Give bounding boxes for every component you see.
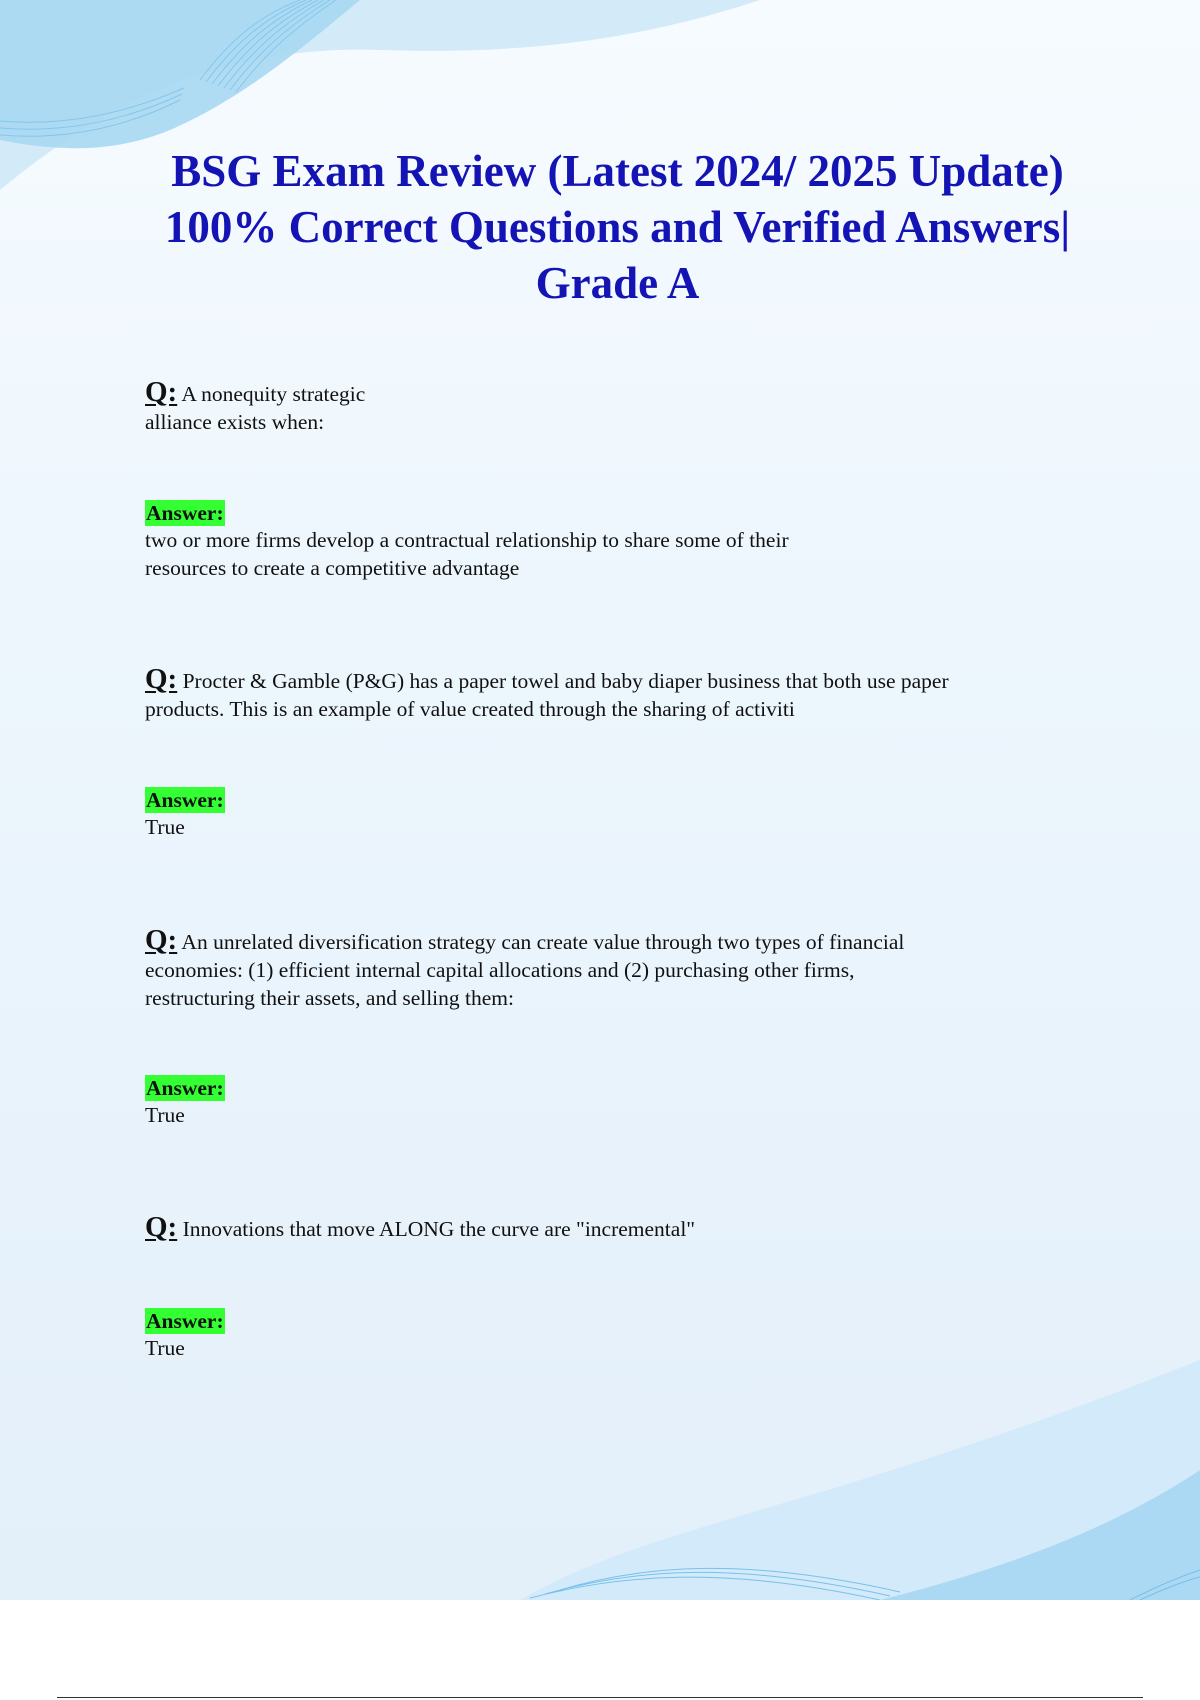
question-block-1	[145, 378, 1075, 436]
top-wave-inner	[0, 0, 360, 148]
footer-divider	[57, 1697, 1143, 1698]
question-text: Innovations that move ALONG the curve are "incremental"	[182, 1217, 696, 1241]
question-block-2	[145, 665, 1075, 723]
question-text: A nonequity strategic alliance exists when:	[145, 382, 366, 434]
answer-label: Answer:	[146, 501, 224, 525]
question-label: Q:	[145, 663, 178, 695]
answer-text-2: True	[145, 815, 185, 839]
document-title: BSG Exam Review (Latest 2024/ 2025 Update) 100% Correct Questions and Verified Answers| Grade A	[164, 146, 1071, 308]
answer-text-4: True	[145, 1336, 185, 1360]
question-label: Q:	[145, 376, 178, 408]
question-block-4	[145, 1213, 1075, 1243]
answer-label: Answer:	[146, 1076, 224, 1100]
answer-label-4	[145, 1308, 225, 1334]
question-text: Procter & Gamble (P&G) has a paper towel and baby diaper business that both use paper products. This is an example of value created through the sharing of activiti	[145, 669, 949, 721]
answer-label: Answer:	[146, 788, 224, 812]
question-label: Q:	[145, 1211, 178, 1243]
answer-label-1	[145, 500, 225, 526]
answer-text-3: True	[145, 1103, 185, 1127]
answer-label: Answer:	[146, 1309, 224, 1333]
question-block-3	[145, 926, 1075, 1012]
answer-label-2	[145, 787, 225, 813]
answer-text-1: two or more firms develop a contractual relationship to share some of their resources to create a competitive advantage	[145, 528, 789, 580]
question-text: An unrelated diversification strategy can create value through two types of financial economies: (1) efficient internal capital allocations and (2) purchasing other firms, restructuring their assets, and selling them:	[145, 930, 905, 1010]
answer-label-3	[145, 1075, 225, 1101]
question-label: Q:	[145, 924, 178, 956]
